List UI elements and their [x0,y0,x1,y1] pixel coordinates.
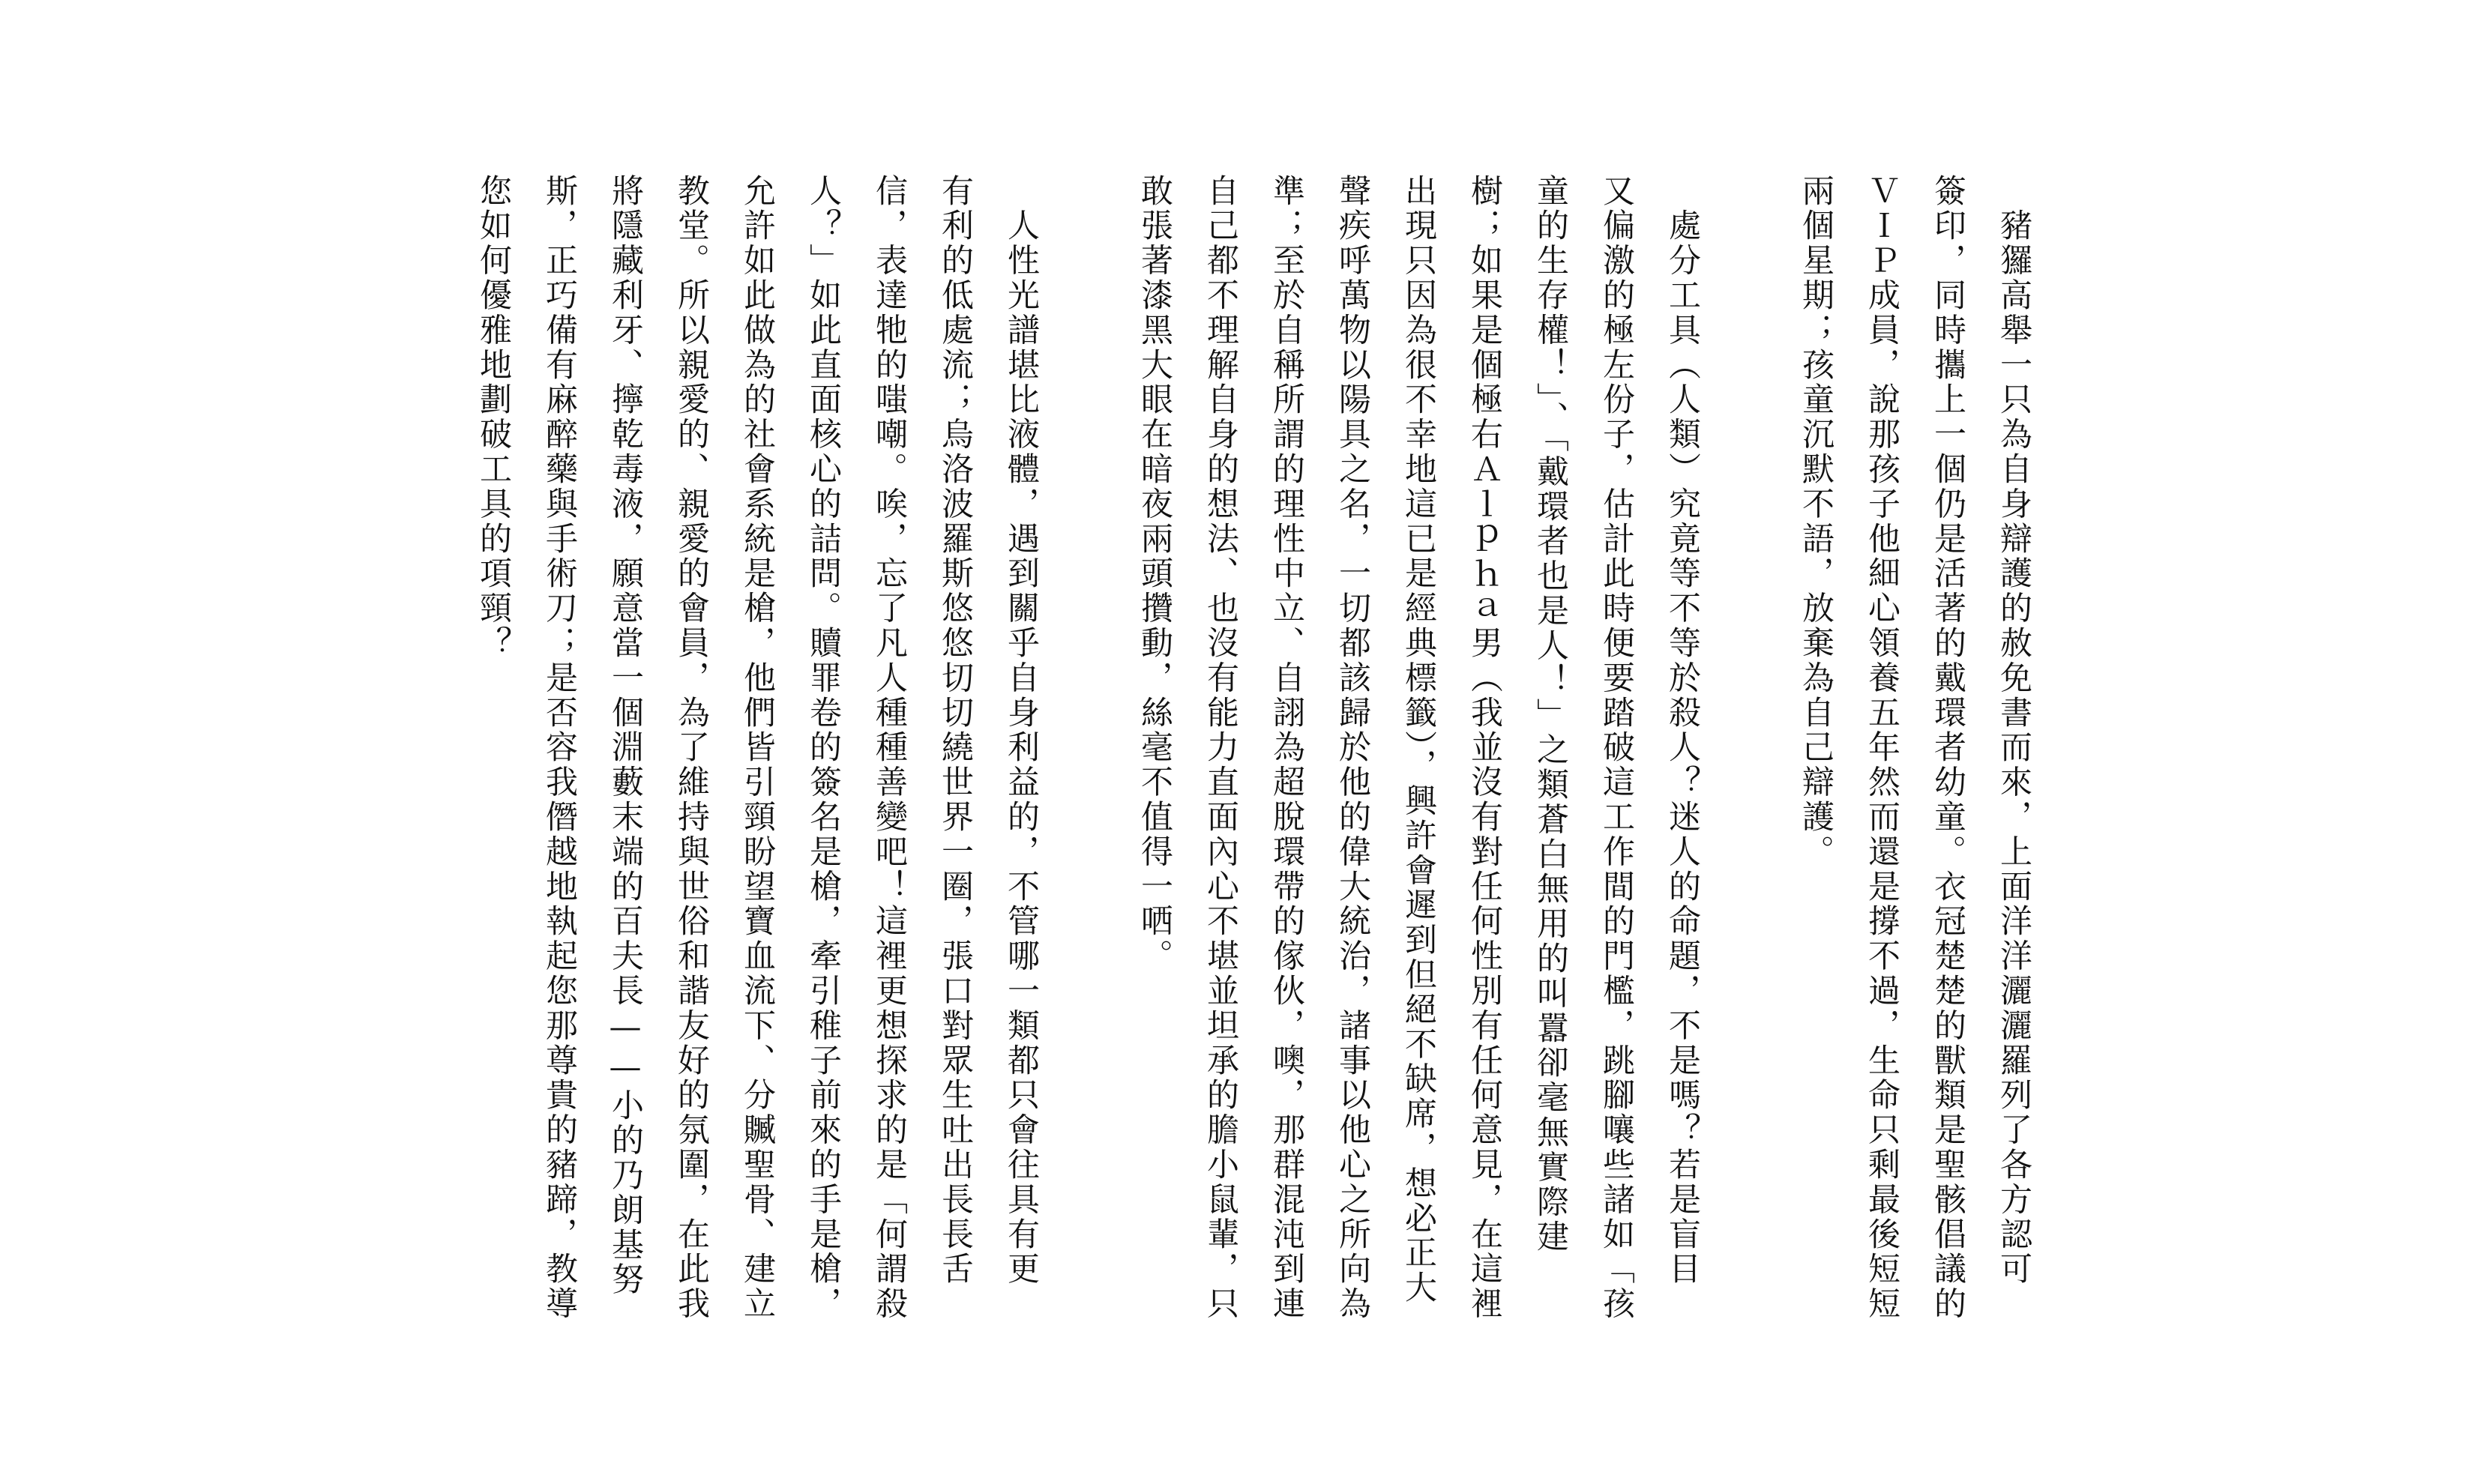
text-column: 信，表達牠的嗤嘲。唉，忘了凡人種種善變吧！這裡更想探求的是「何謂殺 [870,174,908,1322]
text-column: 又偏激的極左份子，估計此時便要踏破這工作間的門檻，跳腳嚷些諸如「孩 [1598,174,1635,1322]
text-column: 樹；如果是個極右Ａｌｐｈａ男（我並沒有對任何性別有任何意見，在這裡 [1466,174,1503,1322]
text-column: 有利的低處流；烏洛波羅斯悠悠切切繞世界一圈，張口對眾生吐出長長舌 [936,174,974,1287]
text-column: 簽印，同時攜上一個仍是活著的戴環者幼童。衣冠楚楚的獸類是聖骸倡議的 [1929,174,1966,1322]
text-column: 敢張著漆黑大眼在暗夜兩頭攢動，絲毫不值得一哂。 [1136,174,1173,974]
text-column: 人？」如此直面核心的詰問。贖罪卷的簽名是槍，牽引稚子前來的手是槍， [804,174,842,1322]
text-column: 允許如此做為的社會系統是槍，他們皆引頸盼望寶血流下、分贓聖骨、建立 [738,174,776,1322]
text-column: 童的生存權！」、「戴環者也是人！」之類蒼白無用的叫囂卻毫無實際建 [1532,174,1569,1255]
text-column: 處分工具（人類）究竟等不等於殺人？迷人的命題，不是嗎？若是盲目 [1664,174,1701,1287]
text-column: 您如何優雅地劃破工具的項頸？ [475,174,512,661]
text-column: 人性光譜堪比液體，遇到關乎自身利益的，不管哪一類都只會往具有更 [1002,174,1040,1287]
text-column: ＶＩＰ成員，說那孩子他細心領養五年然而還是撐不過，生命只剩最後短短 [1863,174,1900,1322]
text-column: 將隱藏利牙、擰乾毒液，願意當一個淵藪末端的百夫長——小的乃朗基努 [607,174,644,1297]
text-column: 豬玀高舉一只為自身辯護的赦免書而來，上面洋洋灑灑羅列了各方認可 [1995,174,2032,1287]
text-column: 準；至於自稱所謂的理性中立、自詡為超脫環帶的傢伙，噢，那群混沌到連 [1268,174,1305,1322]
text-column: 兩個星期；孩童沉默不語，放棄為自己辯護。 [1797,174,1835,869]
text-column: 斯，正巧備有麻醉藥與手術刀；是否容我僭越地執起您那尊貴的豬蹄，教導 [541,174,578,1322]
text-column: 聲疾呼萬物以陽具之名，一切都該歸於他的偉大統治，諸事以他心之所向為 [1334,174,1371,1322]
text-column: 出現只因為很不幸地這已是經典標籤），興許會遲到但絕不缺席，想必正大 [1400,174,1437,1306]
text-column: 自己都不理解自身的想法、也沒有能力直面內心不堪並坦承的膽小鼠輩，只 [1202,174,1239,1322]
text-column: 教堂。所以親愛的、親愛的會員，為了維持與世俗和諧友好的氛圍，在此我 [672,174,710,1322]
